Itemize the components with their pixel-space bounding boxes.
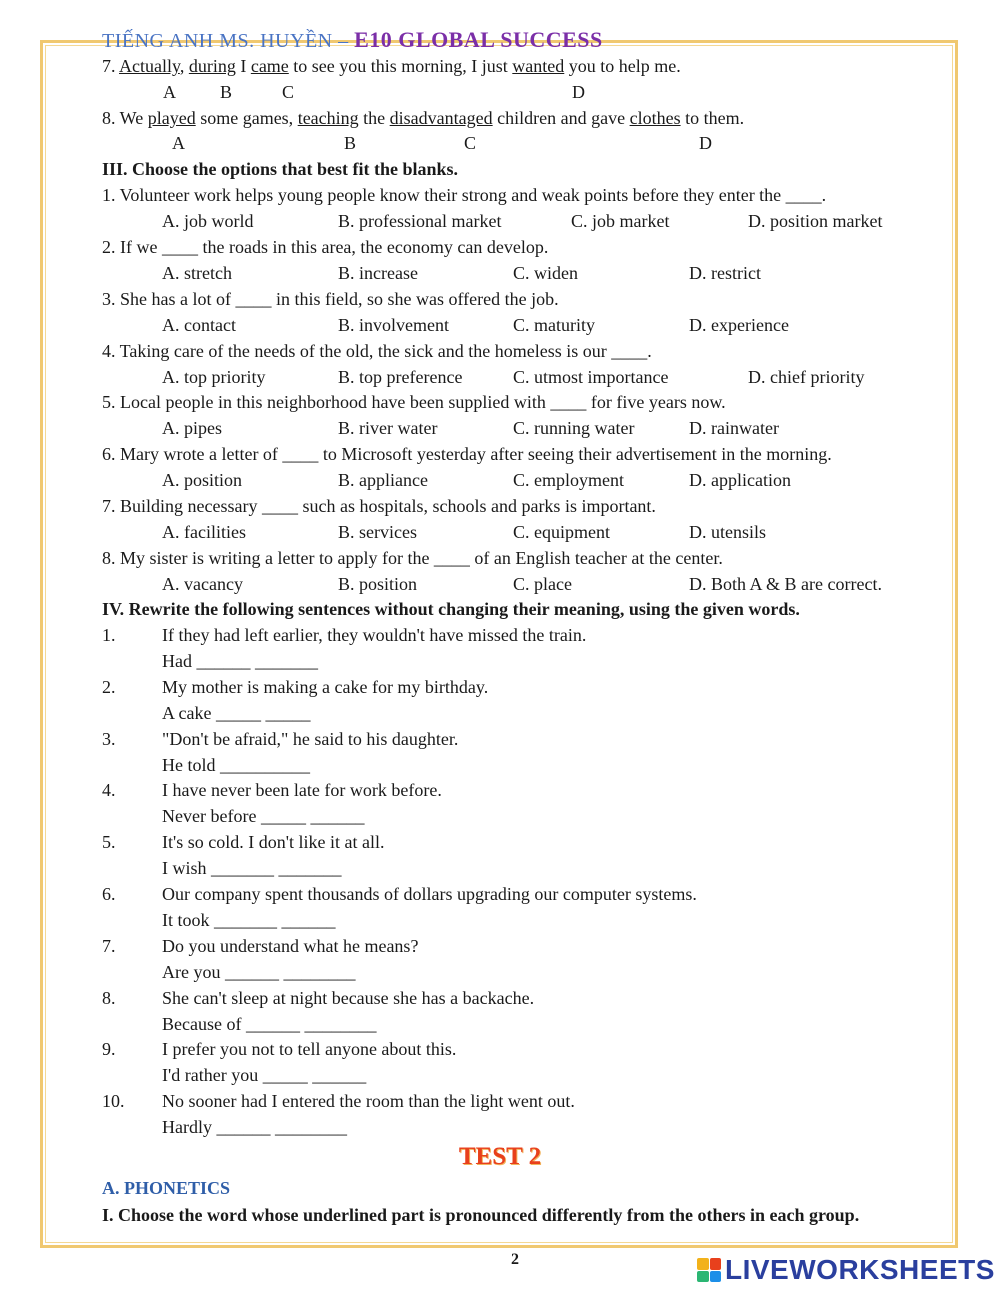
underlined-part: teaching xyxy=(297,108,359,128)
answer-option: A. facilities xyxy=(162,522,246,542)
answer-option: D. application xyxy=(689,470,791,490)
item-sentence: My mother is making a cake for my birthday. xyxy=(162,676,489,697)
question-text: 1. Volunteer work helps young people know their strong and weak points before they enter the ____. xyxy=(102,185,827,205)
item-sentence: I have never been late for work before. xyxy=(162,780,442,801)
answer-option: D. utensils xyxy=(689,522,767,542)
item-sentence: I prefer you not to tell anyone about this. xyxy=(162,1039,457,1060)
answer-option: C. maturity xyxy=(513,315,595,335)
item-number: 10. xyxy=(102,1091,125,1112)
question-text: 2. If we ____ the roads in this area, the economy can develop. xyxy=(102,237,549,257)
answer-option: B. involvement xyxy=(338,315,449,335)
answer-option: D. chief priority xyxy=(748,367,865,387)
page-header xyxy=(102,27,603,54)
item-number: 2. xyxy=(102,676,116,697)
item-number: 6. xyxy=(102,884,116,904)
item-number: 8. xyxy=(102,987,116,1008)
question-text: 6. Mary wrote a letter of ____ to Microsoft yesterday after seeing their advertisement in the morning. xyxy=(102,444,832,464)
item-number: 7. xyxy=(102,935,116,956)
item-sentence: Our company spent thousands of dollars upgrading our computer systems. xyxy=(162,884,697,904)
error-sentence xyxy=(102,107,744,129)
answer-option: C. job market xyxy=(571,211,670,231)
item-sentence: No sooner had I entered the room than the light went out. xyxy=(162,1091,575,1112)
section-heading: III. Choose the options that best fit the blanks. xyxy=(102,159,459,179)
question-text: 3. She has a lot of ____ in this field, so she was offered the job. xyxy=(102,289,559,309)
question-text: 4. Taking care of the needs of the old, the sick and the homeless is our ____. xyxy=(102,341,652,361)
item-number: 4. xyxy=(102,780,116,801)
answer-option: B. professional market xyxy=(338,211,502,231)
question-text: 5. Local people in this neighborhood have been supplied with ____ for five years now. xyxy=(102,392,726,412)
item-sentence: If they had left earlier, they wouldn't have missed the train. xyxy=(162,625,587,645)
answer-option: C. employment xyxy=(513,470,624,490)
answer-option: B. appliance xyxy=(338,470,428,490)
answer-option: D. position market xyxy=(748,211,883,231)
underlined-part: Actually xyxy=(119,56,180,76)
choice-letter: D xyxy=(572,82,585,102)
answer-option: B. increase xyxy=(338,263,418,283)
rewrite-prompt: Are you ______ ________ xyxy=(162,961,356,982)
answer-option: B. top preference xyxy=(338,367,463,387)
question-text: 8. My sister is writing a letter to apply for the ____ of an English teacher at the center. xyxy=(102,548,723,568)
underlined-part: disadvantaged xyxy=(389,108,493,128)
rewrite-prompt: It took _______ ______ xyxy=(162,910,336,930)
rewrite-prompt: I'd rather you _____ ______ xyxy=(162,1065,367,1086)
liveworksheets-logo xyxy=(697,1255,995,1285)
sentence-text: you to help me. xyxy=(564,56,681,76)
choice-letter: A xyxy=(172,133,185,153)
answer-option: B. river water xyxy=(338,418,438,438)
answer-option: C. equipment xyxy=(513,522,610,542)
choice-letter: D xyxy=(699,133,712,153)
header-author: TIẾNG ANH MS. HUYỀN – xyxy=(102,30,355,52)
sentence-text: I xyxy=(235,56,251,76)
item-sentence: "Don't be afraid," he said to his daughter. xyxy=(162,728,459,749)
underlined-part: clothes xyxy=(629,108,681,128)
logo-text: LIVEWORKSHEETS xyxy=(725,1254,995,1285)
answer-option: A. stretch xyxy=(162,263,232,283)
choice-letter: B xyxy=(344,133,357,153)
underlined-part: came xyxy=(250,56,289,76)
sentence-text: to see you this morning, I just xyxy=(288,56,513,76)
item-sentence: It's so cold. I don't like it at all. xyxy=(162,832,385,853)
answer-option: D. restrict xyxy=(689,263,761,283)
underlined-part: played xyxy=(147,108,196,128)
item-number: 5. xyxy=(102,832,116,853)
answer-option: C. running water xyxy=(513,418,635,438)
section-heading: IV. Rewrite the following sentences without changing their meaning, using the given words. xyxy=(102,599,800,619)
underlined-part: during xyxy=(188,56,236,76)
sentence-text: , xyxy=(179,56,189,76)
phonetics-heading: A. PHONETICS xyxy=(102,1178,231,1198)
item-sentence: She can't sleep at night because she has a backache. xyxy=(162,987,535,1008)
item-number: 9. xyxy=(102,1039,116,1060)
page-number: 2 xyxy=(511,1251,519,1268)
item-sentence: Do you understand what he means? xyxy=(162,935,419,956)
question-text: 7. Building necessary ____ such as hospitals, schools and parks is important. xyxy=(102,496,656,516)
answer-option: A. vacancy xyxy=(162,574,243,594)
answer-option: A. pipes xyxy=(162,418,222,438)
answer-option: D. experience xyxy=(689,315,789,335)
sentence-text: children and gave xyxy=(492,108,630,128)
test-title: TEST 2 xyxy=(458,1143,542,1170)
rewrite-prompt: He told __________ xyxy=(162,754,310,775)
answer-option: C. place xyxy=(513,574,572,594)
answer-option: B. position xyxy=(338,574,418,594)
answer-option: A. contact xyxy=(162,315,236,335)
item-number: 3. xyxy=(102,728,116,749)
answer-option: C. utmost importance xyxy=(513,367,669,387)
rewrite-prompt: Hardly ______ ________ xyxy=(162,1117,347,1138)
sentence-text: to them. xyxy=(680,108,745,128)
logo-icon xyxy=(697,1258,721,1282)
rewrite-prompt: Never before _____ ______ xyxy=(162,806,365,827)
answer-option: A. position xyxy=(162,470,243,490)
answer-option: C. widen xyxy=(513,263,578,283)
underlined-part: wanted xyxy=(512,56,565,76)
header-course: E10 GLOBAL SUCCESS xyxy=(354,27,603,52)
choice-letter: C xyxy=(282,82,295,102)
rewrite-prompt: A cake _____ _____ xyxy=(162,702,311,723)
sentence-text: 7. xyxy=(102,56,120,76)
answer-option: D. rainwater xyxy=(689,418,779,438)
answer-option: B. services xyxy=(338,522,417,542)
sentence-text: some games, xyxy=(195,108,298,128)
rewrite-prompt: Because of ______ ________ xyxy=(162,1013,377,1034)
answer-option: A. job world xyxy=(162,211,254,231)
item-number: 1. xyxy=(102,625,116,645)
choice-letter: C xyxy=(464,133,477,153)
phonetics-instruction: I. Choose the word whose underlined part is pronounced differently from the others in each group. xyxy=(102,1205,860,1225)
sentence-text: the xyxy=(358,108,390,128)
answer-option: D. Both A & B are correct. xyxy=(689,574,882,594)
choice-letter: B xyxy=(220,82,233,102)
answer-option: A. top priority xyxy=(162,367,266,387)
rewrite-prompt: I wish _______ _______ xyxy=(162,858,342,879)
error-sentence xyxy=(102,55,681,77)
rewrite-prompt: Had ______ _______ xyxy=(162,651,318,671)
sentence-text: 8. We xyxy=(102,108,148,128)
choice-letter: A xyxy=(163,82,176,102)
